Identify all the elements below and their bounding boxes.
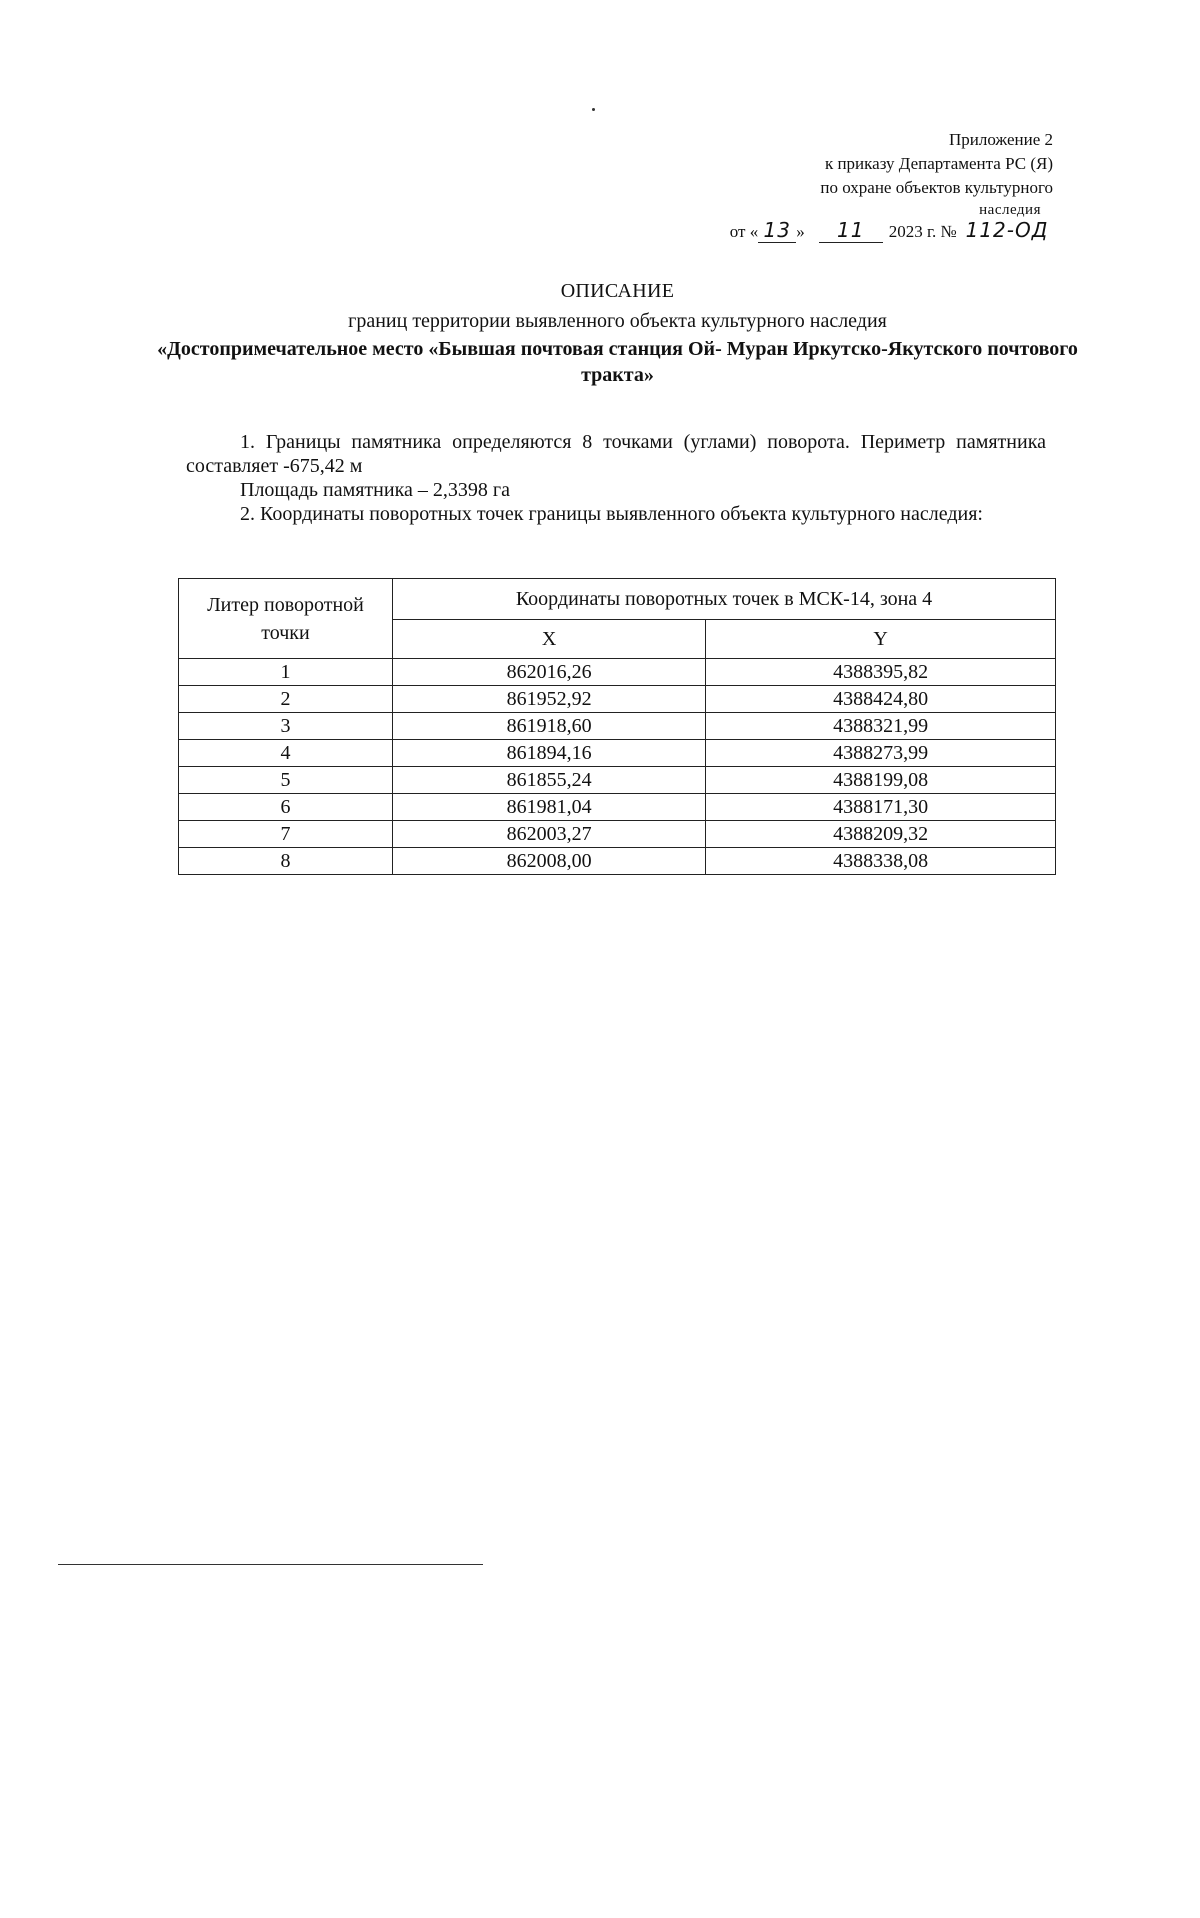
cell-x: 861894,16 <box>393 740 706 767</box>
cell-x: 861918,60 <box>393 713 706 740</box>
table-row <box>179 848 1056 875</box>
cell-y: 4388424,80 <box>706 686 1056 713</box>
header-point-letter: Литер поворотной точки <box>179 579 393 659</box>
paragraph-1: 1. Границы памятника определяются 8 точками (углами) поворота. Периметр памятника составляет -675,42 м <box>186 431 1046 477</box>
cell-y: 4388171,30 <box>706 794 1056 821</box>
table-row <box>179 794 1056 821</box>
scan-dot <box>592 108 595 111</box>
appendix-header <box>730 128 1053 244</box>
table-row <box>179 659 1056 686</box>
date-prefix: от « <box>729 222 759 241</box>
title-object-name: «Достопримечательное место «Бывшая почтовая станция Ой- Муран Иркутско-Якутского почтового тракта» <box>157 338 1078 386</box>
cell-x: 862016,26 <box>393 659 706 686</box>
coordinates-table <box>178 578 1056 875</box>
cell-point: 1 <box>179 659 393 686</box>
doc-number-handwritten: 112-ОД <box>965 218 1049 242</box>
date-year: 2023 г. № <box>888 222 957 241</box>
cell-x: 861855,24 <box>393 767 706 794</box>
header-coordinates: Координаты поворотных точек в МСК-14, зона 4 <box>393 579 1056 620</box>
title-heading: ОПИСАНИЕ <box>560 280 675 302</box>
cell-point: 2 <box>179 686 393 713</box>
appendix-date-line <box>730 218 1053 244</box>
header-x: X <box>393 620 706 659</box>
cell-x: 861952,92 <box>393 686 706 713</box>
table-row <box>179 713 1056 740</box>
appendix-line-3: по охране объектов культурного <box>820 178 1053 197</box>
cell-point: 3 <box>179 713 393 740</box>
appendix-line-2: к приказу Департамента РС (Я) <box>824 154 1053 173</box>
cell-y: 4388199,08 <box>706 767 1056 794</box>
cell-x: 862003,27 <box>393 821 706 848</box>
appendix-line-4: наследия <box>979 202 1041 218</box>
table-row <box>179 821 1056 848</box>
cell-x: 861981,04 <box>393 794 706 821</box>
cell-x: 862008,00 <box>393 848 706 875</box>
table-row <box>179 686 1056 713</box>
date-mid: » <box>796 222 805 241</box>
cell-point: 8 <box>179 848 393 875</box>
date-month-handwritten: 11 <box>819 218 883 243</box>
footnote-divider <box>58 1564 483 1565</box>
cell-y: 4388321,99 <box>706 713 1056 740</box>
paragraph-2: Площадь памятника – 2,3398 га <box>240 479 510 501</box>
cell-y: 4388395,82 <box>706 659 1056 686</box>
date-day-handwritten: 13 <box>758 218 796 243</box>
cell-point: 7 <box>179 821 393 848</box>
header-y: Y <box>706 620 1056 659</box>
cell-point: 5 <box>179 767 393 794</box>
cell-point: 4 <box>179 740 393 767</box>
cell-point: 6 <box>179 794 393 821</box>
paragraph-3: 2. Координаты поворотных точек границы выявленного объекта культурного наследия: <box>240 503 983 525</box>
cell-y: 4388273,99 <box>706 740 1056 767</box>
cell-y: 4388209,32 <box>706 821 1056 848</box>
document-title <box>150 278 1085 388</box>
body-text <box>186 430 1046 526</box>
appendix-line-1: Приложение 2 <box>949 130 1053 149</box>
table-row <box>179 740 1056 767</box>
table-row <box>179 767 1056 794</box>
cell-y: 4388338,08 <box>706 848 1056 875</box>
title-subheading: границ территории выявленного объекта культурного наследия <box>348 310 887 332</box>
